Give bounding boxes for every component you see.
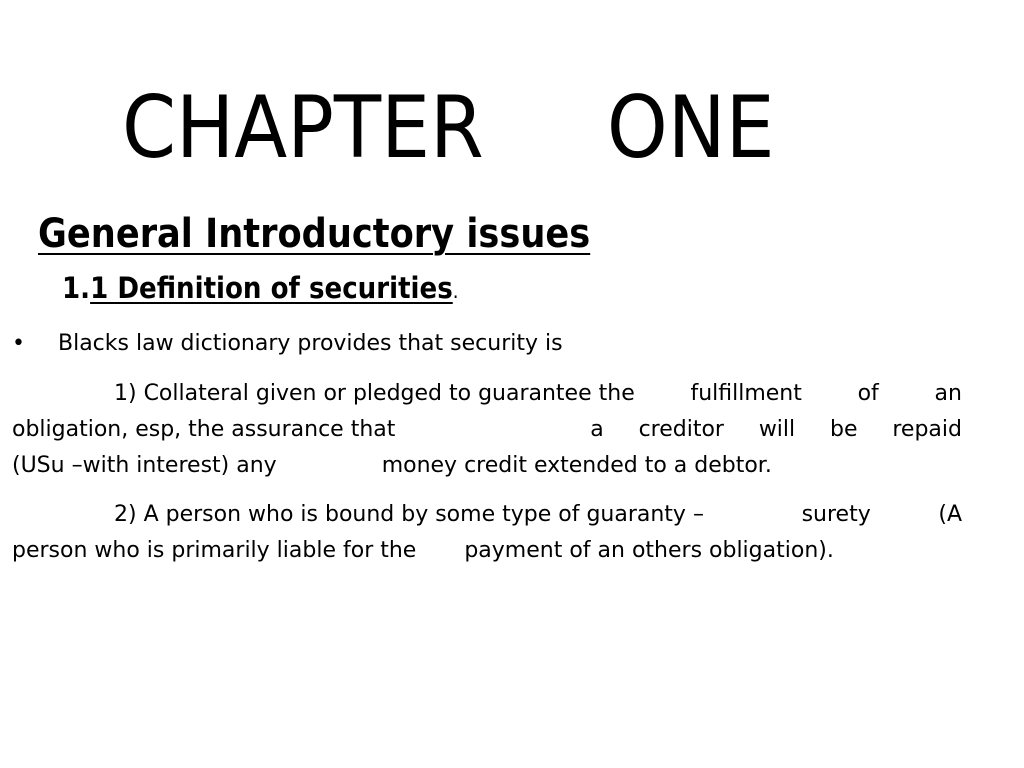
bullet-text: Blacks law dictionary provides that security is (58, 331, 563, 356)
line-segment: obligation, esp, the assurance that (12, 417, 396, 442)
subsection-number: 1. (62, 271, 91, 305)
definition-2-line-2 (12, 533, 962, 569)
line-segment: be (830, 417, 858, 442)
line-segment: a (590, 417, 604, 442)
line-segment: repaid (892, 417, 962, 442)
line-segment: money credit extended to a debtor. (381, 453, 772, 478)
definition-1-line-2 (12, 412, 962, 448)
line-segment: payment of an others obligation). (464, 538, 834, 563)
line-segment: (USu –with interest) any (12, 453, 277, 478)
bullet-item (12, 328, 563, 360)
line-segment: fulfillment (690, 381, 802, 406)
line-segment: 1) Collateral given or pledged to guarantee the (114, 381, 635, 406)
definition-paragraph-1 (12, 376, 962, 484)
bullet-icon: • (12, 331, 25, 356)
subsection-title: 1 Definition of securities (90, 271, 453, 305)
definition-paragraph-2 (12, 497, 962, 569)
chapter-title: CHAPTER ONE (122, 78, 775, 178)
subsection-trailing-dot: . (452, 279, 459, 303)
line-segment: surety (801, 502, 871, 527)
line-segment: an (934, 381, 962, 406)
definition-1-line-1 (12, 376, 962, 412)
subsection-heading (62, 270, 458, 309)
definition-2-line-1 (12, 497, 962, 533)
line-segment: will (758, 417, 796, 442)
section-heading: General Introductory issues (38, 211, 591, 257)
line-segment: 2) A person who is bound by some type of guaranty – (114, 502, 704, 527)
line-segment: (A (938, 502, 962, 527)
line-segment: person who is primarily liable for the (12, 538, 417, 563)
line-segment: creditor (638, 417, 724, 442)
line-segment: of (857, 381, 879, 406)
definition-1-line-3 (12, 448, 962, 484)
